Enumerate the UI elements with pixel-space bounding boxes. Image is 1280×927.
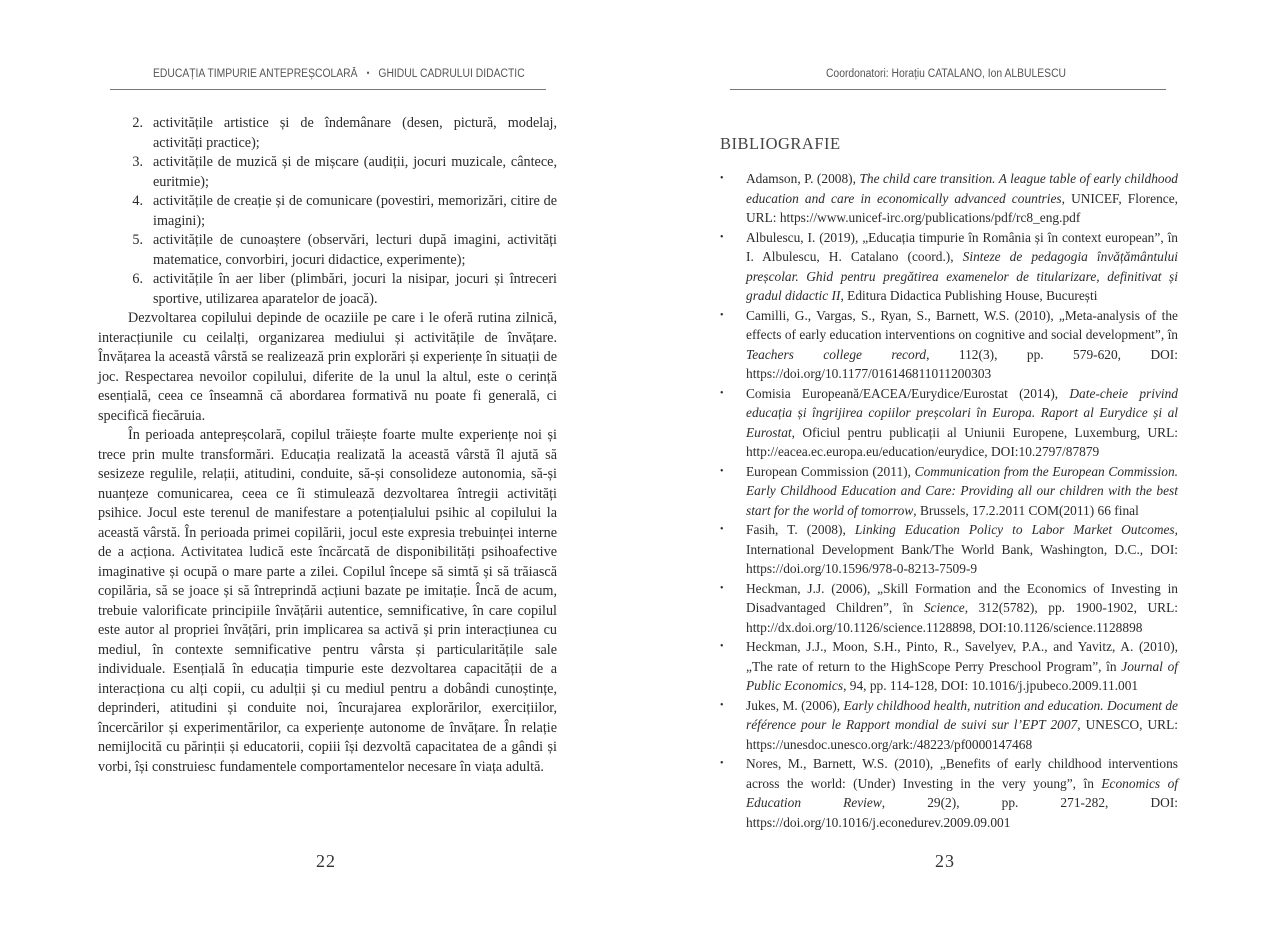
list-item-text: activitățile în aer liber (plimbări, jocuri la nisipar, jocuri și întreceri sportive, utilizarea aparatelor de joacă). bbox=[153, 271, 557, 307]
page-number-right: 23 bbox=[935, 851, 955, 871]
bullet-icon: • bbox=[720, 309, 724, 321]
header-book-subtitle: GHIDUL CADRULUI DIDACTIC bbox=[378, 68, 525, 80]
list-item-number: 6. bbox=[132, 271, 143, 287]
right-page bbox=[640, 0, 1280, 927]
bullet-icon: • bbox=[720, 699, 724, 711]
bibliography-entry bbox=[720, 696, 1178, 755]
bibliography-entry bbox=[720, 520, 1178, 579]
list-item-text: activitățile de muzică și de mișcare (audiții, jocuri muzicale, cântece, euritmie); bbox=[153, 154, 557, 190]
header-book-series: EDUCAȚIA TIMPURIE ANTEPREȘCOLARĂ bbox=[153, 68, 358, 80]
list-item-number: 3. bbox=[132, 154, 143, 170]
page-number-left: 22 bbox=[316, 851, 336, 871]
header-rule-left bbox=[110, 89, 546, 90]
bibliography-entry bbox=[720, 579, 1178, 638]
list-item-number: 4. bbox=[132, 193, 143, 209]
reference-text: Comisia Europeană/EACEA/Eurydice/Eurostat (2014), Date-cheie privind educația și îngrijirea copiilor preșcolari în Europa. Raport al Eurydice și al Eurostat, Oficiul pentru publicații al Uniunii Europene, Luxemburg, URL: http://eacea.ec.europa.eu/education/eurydice, DOI:10.2797/87879 bbox=[746, 385, 1178, 459]
list-item bbox=[98, 270, 557, 309]
bullet-icon: • bbox=[720, 465, 724, 477]
bullet-icon: • bbox=[720, 231, 724, 243]
bibliography-entry bbox=[720, 169, 1178, 228]
list-item-text: activitățile de cunoaștere (observări, lecturi după imagini, activități matematice, convorbiri, jocuri didactice, experimente); bbox=[153, 232, 557, 268]
bullet-icon: • bbox=[720, 582, 724, 594]
bullet-icon: • bbox=[720, 387, 724, 399]
paragraph: Dezvoltarea copilului depinde de ocaziile pe care i le oferă rutina zilnică, interacțiunile cu ceilalți, organizarea mediului și activitățile de învățare. Învățarea la această vârstă se realizează prin explorări și experiențe în situații de joc. Respectarea nevoilor copilului, diferite de la unul la altul, este o cerință esențială, ceea ce înseamnă că abordarea formativă nu poate fi generală, ci specifică fiecăruia. bbox=[98, 310, 557, 424]
list-item-text: activitățile de creație și de comunicare (povestiri, memorizări, citire de imagini); bbox=[153, 193, 557, 229]
reference-text: Albulescu, I. (2019), „Educația timpurie în România și în context european”, în I. Albulescu, H. Catalano (coord.), Sinteze de pedagogia învățământului preșcolar. Ghid pentru pregătirea examenelor de titularizare, definitivat și gradul didactic II, Editura Didactica Publishing House, București bbox=[746, 229, 1178, 303]
bullet-icon: • bbox=[720, 173, 724, 184]
reference-text: European Commission (2011), Communication from the European Commission. Early Childhood Education and Care: Providing all our children with the best start for the world of tomorrow, Brussels, 17.2.2011 COM(2011) 66 final bbox=[746, 463, 1178, 518]
list-item-number: 2. bbox=[132, 115, 143, 131]
reference-text: Camilli, G., Vargas, S., Ryan, S., Barnett, W.S. (2010), „Meta-analysis of the effects of early education interventions on cognitive and social development”, în Teachers college record, 112(3), pp. 579-620, DOI: https://doi.org/10.1177/016146811011200303 bbox=[746, 307, 1178, 381]
list-item bbox=[98, 231, 557, 270]
bibliography-entry bbox=[720, 754, 1178, 832]
reference-text: Heckman, J.J., Moon, S.H., Pinto, R., Savelyev, P.A., and Yavitz, A. (2010), „The rate of return to the HighScope Perry Preschool Program”, în Journal of Public Economics, 94, pp. 114-128, DOI: 10.1016/j.jpubeco.2009.11.001 bbox=[746, 639, 1178, 693]
header-separator-bullet: • bbox=[366, 68, 370, 78]
running-header-left bbox=[153, 68, 525, 84]
left-page-body bbox=[98, 114, 557, 777]
bibliography-title: BIBLIOGRAFIE bbox=[720, 133, 841, 153]
paragraph: În perioada antepreșcolară, copilul trăiește foarte multe experiențe noi și trece prin multe transformări. Educația realizată la această vârstă îl ajută să sesizeze regulile, relații, atitudini, conduite, să-și consolideze autonomia, să-și nuanțeze comunicarea, ceea ce îi stimulează dezvoltarea întregii activități psihice. Jocul este terenul de manifestare a potențialului psihic al copilului la această vârstă. În perioada primei copilării, jocul este expresia trebuinței interne de a acționa. Activitatea ludică este încărcată de disponibilități psihoafective imaginative și ocupă o mare parte a zilei. Copilul începe să simtă și să trăiască copilăria, să se joace și să întreprindă acțiuni bazate pe imitație. Încă de acum, trebuie valorificate principiile învățării autentice, semnificative, în care copilul este autor al propriei învățări, prin implicarea sa activă și prin interacțiunea cu mediul, în contexte semnificative pentru vârsta și particularitățile sale individuale. Esențială în educația timpurie este dezvoltarea capacității de a interacționa cu alți copii, cu adulții și cu mediul pentru a dobândi cunoștințe, deprinderi, atitudini și conduite noi, încurajarea explorărilor, exercițiilor, încercărilor și experimentărilor, ca experiențe autonome de învățare. În relație nemijlocită cu părinții și educatorii, copiii își dezvoltă capacitatea de a gândi și vorbi, își construiesc fundamentele comportamentelor necesare în viața adultă. bbox=[98, 427, 557, 775]
reference-text: Nores, M., Barnett, W.S. (2010), „Benefits of early childhood interventions across the world: (Under) Investing in the very young”, în Economics of Education Review, 29(2), pp. 271-282, DOI: https://doi.org/10.1016/j.econedurev.2009.09.001 bbox=[746, 756, 1178, 830]
bullet-icon: • bbox=[720, 758, 724, 769]
list-item bbox=[98, 153, 557, 192]
reference-text: Heckman, J.J. (2006), „Skill Formation and the Economics of Investing in Disadvantaged Children”, în Science, 312(5782), pp. 1900-1902, URL: http://dx.doi.org/10.1126/science.1128898, DOI:10.1126/science.1128898 bbox=[746, 580, 1179, 635]
header-rule-right bbox=[730, 89, 1166, 90]
bibliography-entry bbox=[720, 306, 1178, 384]
bullet-icon: • bbox=[720, 524, 724, 535]
running-header-right: Coordonatori: Horațiu CATALANO, Ion ALBULESCU bbox=[825, 68, 1067, 80]
reference-text: Adamson, P. (2008), The child care transition. A league table of early childhood education and care in economically advanced countries, UNICEF, Florence, URL: https://www.unicef-irc.org/publications/pdf/rc8_eng.pdf bbox=[746, 171, 1179, 225]
bibliography-list bbox=[720, 169, 1178, 832]
bibliography-entry bbox=[720, 384, 1178, 462]
bibliography-entry bbox=[720, 462, 1178, 521]
reference-text: Jukes, M. (2006), Early childhood health, nutrition and education. Document de référence pour le Rapport mondial de suivi sur l’EPT 2007, UNESCO, URL: https://unesdoc.unesco.org/ark:/48223/pf0000147468 bbox=[746, 697, 1178, 752]
bibliography-entry bbox=[720, 637, 1178, 696]
activity-list bbox=[98, 114, 557, 309]
list-item-number: 5. bbox=[132, 232, 143, 248]
bibliography-entry bbox=[720, 228, 1178, 306]
reference-text: Fasih, T. (2008), Linking Education Policy to Labor Market Outcomes, International Development Bank/The World Bank, Washington, D.C., DOI: https://doi.org/10.1596/978-0-8213-7509-9 bbox=[746, 522, 1179, 576]
list-item bbox=[98, 192, 557, 231]
list-item-text: activitățile artistice și de îndemânare (desen, pictură, modelaj, activități practice); bbox=[153, 115, 557, 151]
bullet-icon: • bbox=[720, 641, 724, 652]
list-item bbox=[98, 114, 557, 153]
